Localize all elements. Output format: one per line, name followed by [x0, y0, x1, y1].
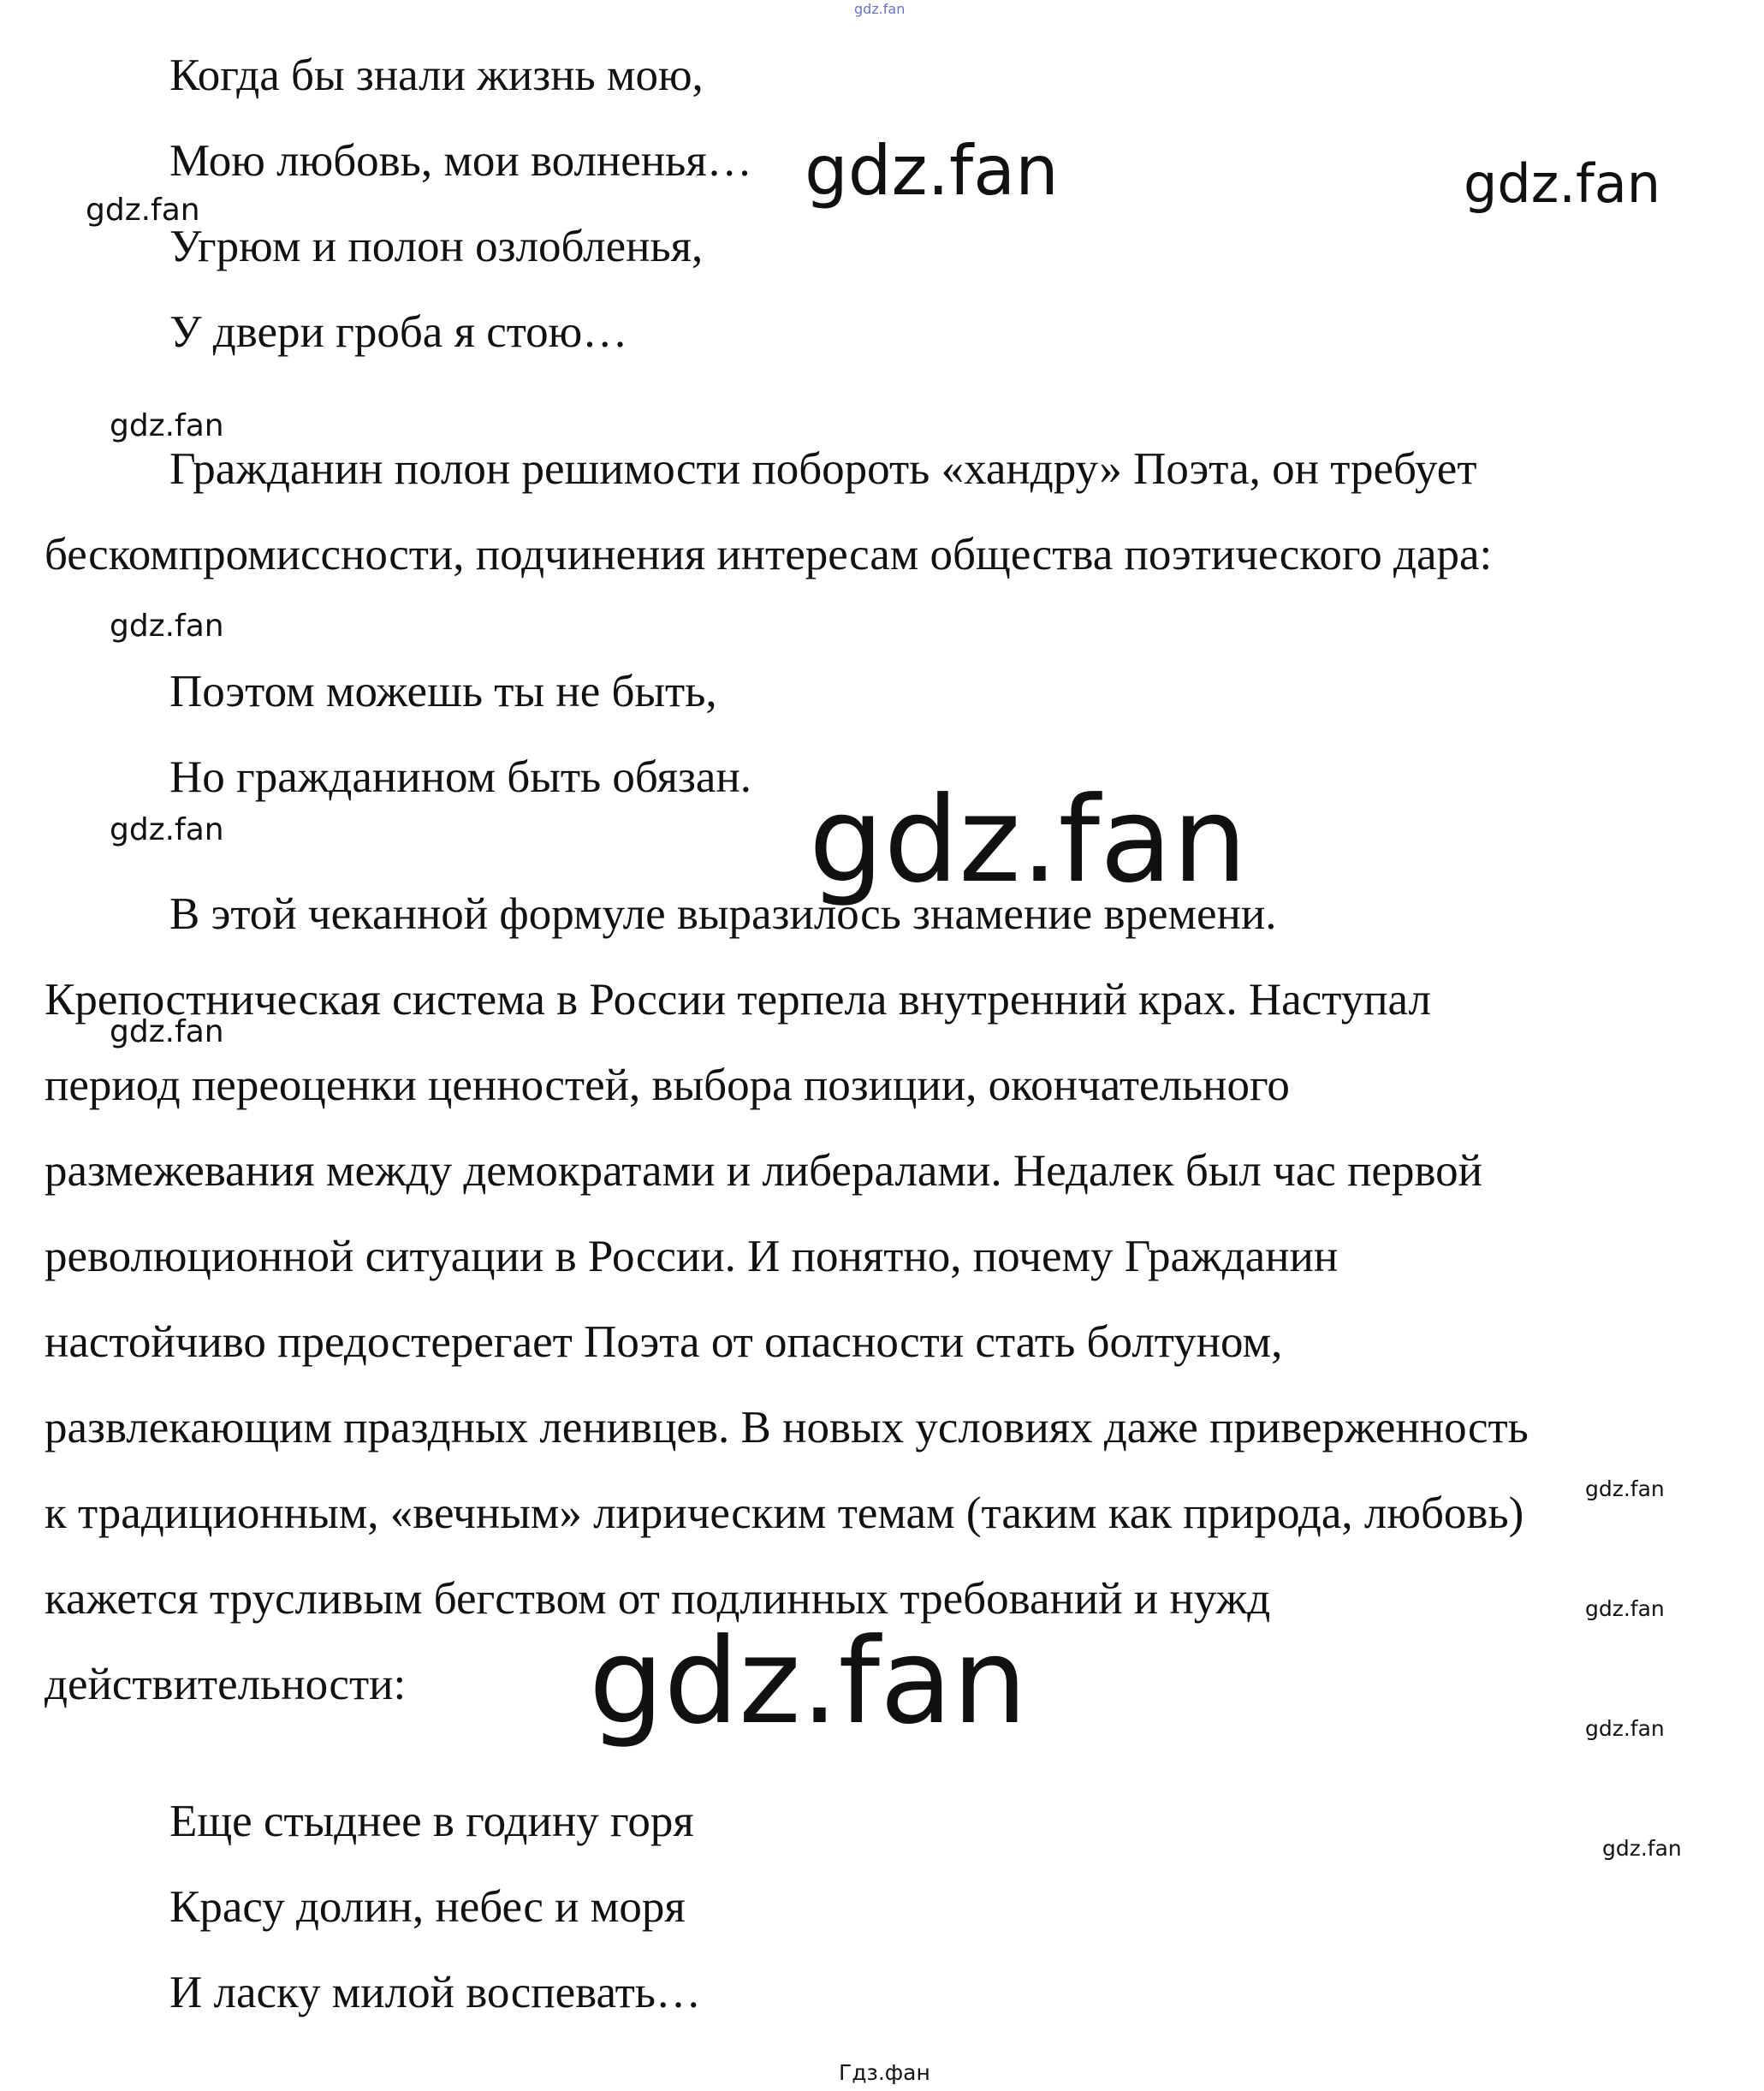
stanza1-line-1: Когда бы знали жизнь мою,: [169, 50, 704, 100]
stanza1-line-2: Мою любовь, мои волненья…: [169, 136, 752, 186]
stanza1-line-4: У двери гроба я стою…: [169, 307, 628, 357]
watermark-footer: Гдз.фан: [839, 2060, 930, 2085]
paragraph2-line-4: размежевания между демократами и либералами. Недалек был час первой: [45, 1146, 1482, 1196]
watermark-tiny-3: gdz.fan: [1585, 1716, 1665, 1741]
watermark-small-1: gdz.fan: [86, 193, 200, 228]
paragraph2-line-1: В этой чеканной формуле выразилось знамение времени.: [169, 889, 1277, 939]
watermark-tiny-1: gdz.fan: [1585, 1476, 1665, 1501]
stanza2-line-1: Поэтом можешь ты не быть,: [169, 667, 717, 716]
paragraph2-line-10: действительности:: [45, 1660, 407, 1709]
watermark-small-2: gdz.fan: [110, 408, 224, 443]
stanza3-line-3: И ласку милой воспевать…: [169, 1968, 701, 2017]
watermark-small-4: gdz.fan: [110, 812, 224, 847]
watermark-small-3: gdz.fan: [110, 609, 224, 644]
paragraph2-line-7: развлекающим праздных ленивцев. В новых условиях даже приверженность: [45, 1403, 1529, 1452]
paragraph1-line-1: Гражданин полон решимости побороть «хандру» Поэта, он требует: [169, 444, 1477, 494]
watermark-big-2: gdz.fan: [589, 1613, 1028, 1750]
watermark-tiny-2: gdz.fan: [1585, 1596, 1665, 1621]
stanza2-line-2: Но гражданином быть обязан.: [169, 752, 752, 802]
watermark-top: gdz.fan: [854, 1, 906, 17]
stanza3-line-1: Еще стыднее в годину горя: [169, 1797, 694, 1846]
paragraph2-line-2: Крепостническая система в России терпела внутренний крах. Наступал: [45, 975, 1431, 1025]
paragraph2-line-3: период переоценки ценностей, выбора позиции, окончательного: [45, 1060, 1290, 1110]
paragraph2-line-6: настойчиво предостерегает Поэта от опасности стать болтуном,: [45, 1317, 1283, 1367]
paragraph2-line-8: к традиционным, «вечным» лирическим темам (таким как природа, любовь): [45, 1488, 1524, 1538]
stanza3-line-2: Красу долин, небес и моря: [169, 1882, 686, 1932]
watermark-tiny-4: gdz.fan: [1602, 1836, 1682, 1861]
watermark-mid-1: gdz.fan: [805, 131, 1059, 211]
paragraph2-line-5: революционной ситуации в России. И понятно, почему Гражданин: [45, 1232, 1339, 1281]
watermark-big-1: gdz.fan: [809, 771, 1248, 909]
watermark-small-5: gdz.fan: [110, 1014, 224, 1049]
watermark-right-1: gdz.fan: [1464, 152, 1661, 215]
paragraph2-line-9: кажется трусливым бегством от подлинных требований и нужд: [45, 1574, 1271, 1624]
paragraph1-line-2: бескомпромиссности, подчинения интересам общества поэтического дара:: [45, 530, 1493, 579]
stanza1-line-3: Угрюм и полон озлобленья,: [169, 222, 704, 271]
